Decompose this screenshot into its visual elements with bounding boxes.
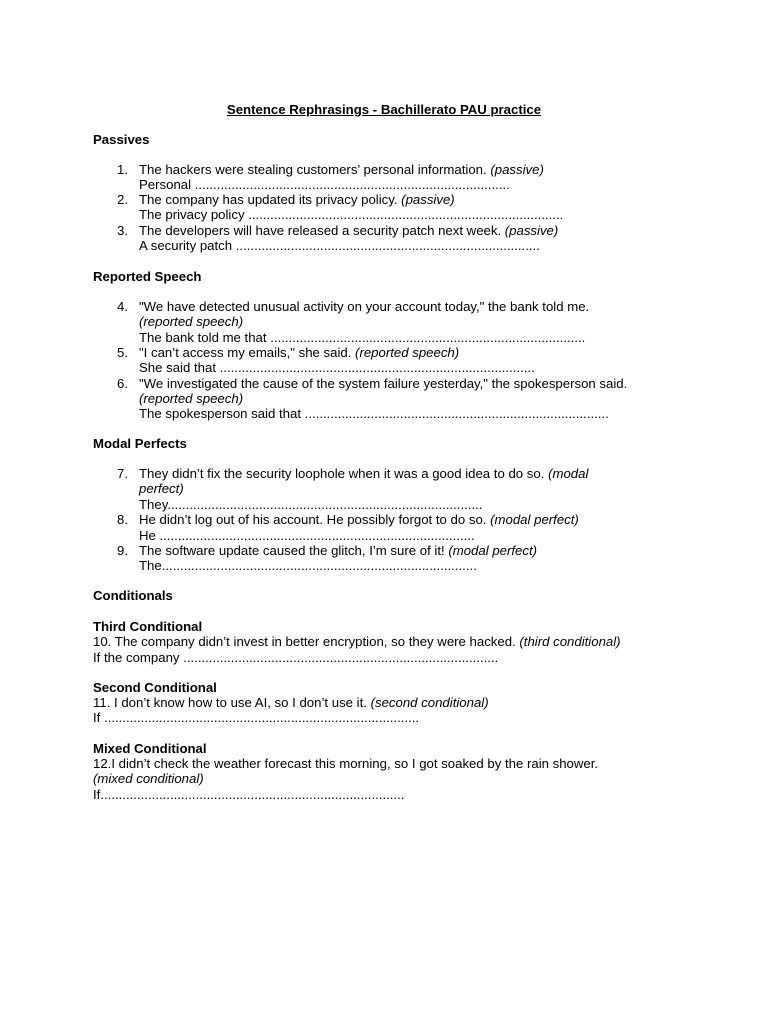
item-number: 9. [117, 543, 128, 558]
exercise-sentence [139, 512, 579, 527]
exercise-sentence [93, 695, 489, 710]
section-heading-reported-speech: Reported Speech [93, 269, 202, 284]
item-number: 7. [117, 466, 128, 481]
exercise-tag: (reported speech) [139, 314, 244, 329]
exercise-tag: (passive) [401, 192, 455, 207]
subheading-second-conditional: Second Conditional [93, 680, 217, 695]
exercise-tag: (modal perfect) [490, 512, 579, 527]
sentence-text: The hackers were stealing customers’ personal information. [139, 162, 491, 177]
sentence-text: The company has updated its privacy policy. [139, 192, 402, 207]
sentence-text: "We investigated the cause of the system failure yesterday," the spokesperson said. [139, 376, 628, 391]
exercise-tag: (third conditional) [519, 634, 621, 649]
item-number: 8. [117, 512, 128, 527]
exercise-sentence [139, 162, 544, 177]
exercise-sentence [139, 192, 455, 207]
exercise-tag: (modal perfect) [448, 543, 538, 558]
answer-line: Personal ...................................................................................... [139, 177, 510, 192]
section-heading-modal-perfects: Modal Perfects [93, 436, 187, 451]
item-number: 3. [117, 223, 128, 238]
sentence-text: "We have detected unusual activity on your account today," the bank told me. [139, 299, 590, 314]
section-heading-conditionals: Conditionals [93, 588, 173, 603]
answer-line: The...................................................................................... [139, 558, 477, 573]
item-number: 6. [117, 376, 128, 391]
exercise-tag: (reported speech) [355, 345, 460, 360]
answer-line: If the company ...................................................................................... [93, 650, 499, 665]
exercise-sentence [93, 634, 621, 649]
exercise-tag: (passive) [490, 162, 544, 177]
answer-line: The spokesperson said that ................................................................................... [139, 406, 609, 421]
sentence-text: 12.I didn’t check the weather forecast this morning, so I got soaked by the rain shower. [93, 756, 599, 771]
subheading-mixed-conditional: Mixed Conditional [93, 741, 207, 756]
item-number: 1. [117, 162, 128, 177]
exercise-sentence [139, 345, 459, 360]
exercise-tag: (reported speech) [139, 391, 244, 406]
answer-line: They...................................................................................... [139, 497, 483, 512]
answer-line: He ...................................................................................... [139, 528, 475, 543]
answer-line: The bank told me that ...................................................................................... [139, 330, 586, 345]
exercise-sentence [139, 223, 558, 238]
sentence-text: 10. The company didn’t invest in better encryption, so they were hacked. [93, 634, 520, 649]
sentence-text: The developers will have released a security patch next week. [139, 223, 505, 238]
sentence-text: "I can’t access my emails," she said. [139, 345, 356, 360]
answer-line: The privacy policy ...................................................................................... [139, 207, 564, 222]
exercise-tag: (modal [548, 466, 589, 481]
answer-line: She said that ...................................................................................... [139, 360, 535, 375]
exercise-sentence [139, 543, 537, 558]
item-number: 2. [117, 192, 128, 207]
item-number: 4. [117, 299, 128, 314]
answer-line: If................................................................................... [93, 787, 405, 802]
sentence-text: 11. I don’t know how to use AI, so I don’t use it. [93, 695, 371, 710]
exercise-sentence [139, 466, 588, 481]
sentence-text: The software update caused the glitch, I’m sure of it! [139, 543, 449, 558]
answer-line: If ...................................................................................... [93, 710, 420, 725]
item-number: 5. [117, 345, 128, 360]
sentence-text: They didn’t fix the security loophole when it was a good idea to do so. [139, 466, 549, 481]
page-title: Sentence Rephrasings - Bachillerato PAU practice [226, 102, 542, 117]
exercise-tag-continued: perfect) [139, 481, 184, 496]
section-heading-passives: Passives [93, 132, 150, 147]
sentence-text: He didn’t log out of his account. He possibly forgot to do so. [139, 512, 491, 527]
exercise-tag: (mixed conditional) [93, 771, 204, 786]
subheading-third-conditional: Third Conditional [93, 619, 203, 634]
exercise-tag: (second conditional) [370, 695, 489, 710]
exercise-tag: (passive) [504, 223, 559, 238]
answer-line: A security patch ................................................................................... [139, 238, 540, 253]
